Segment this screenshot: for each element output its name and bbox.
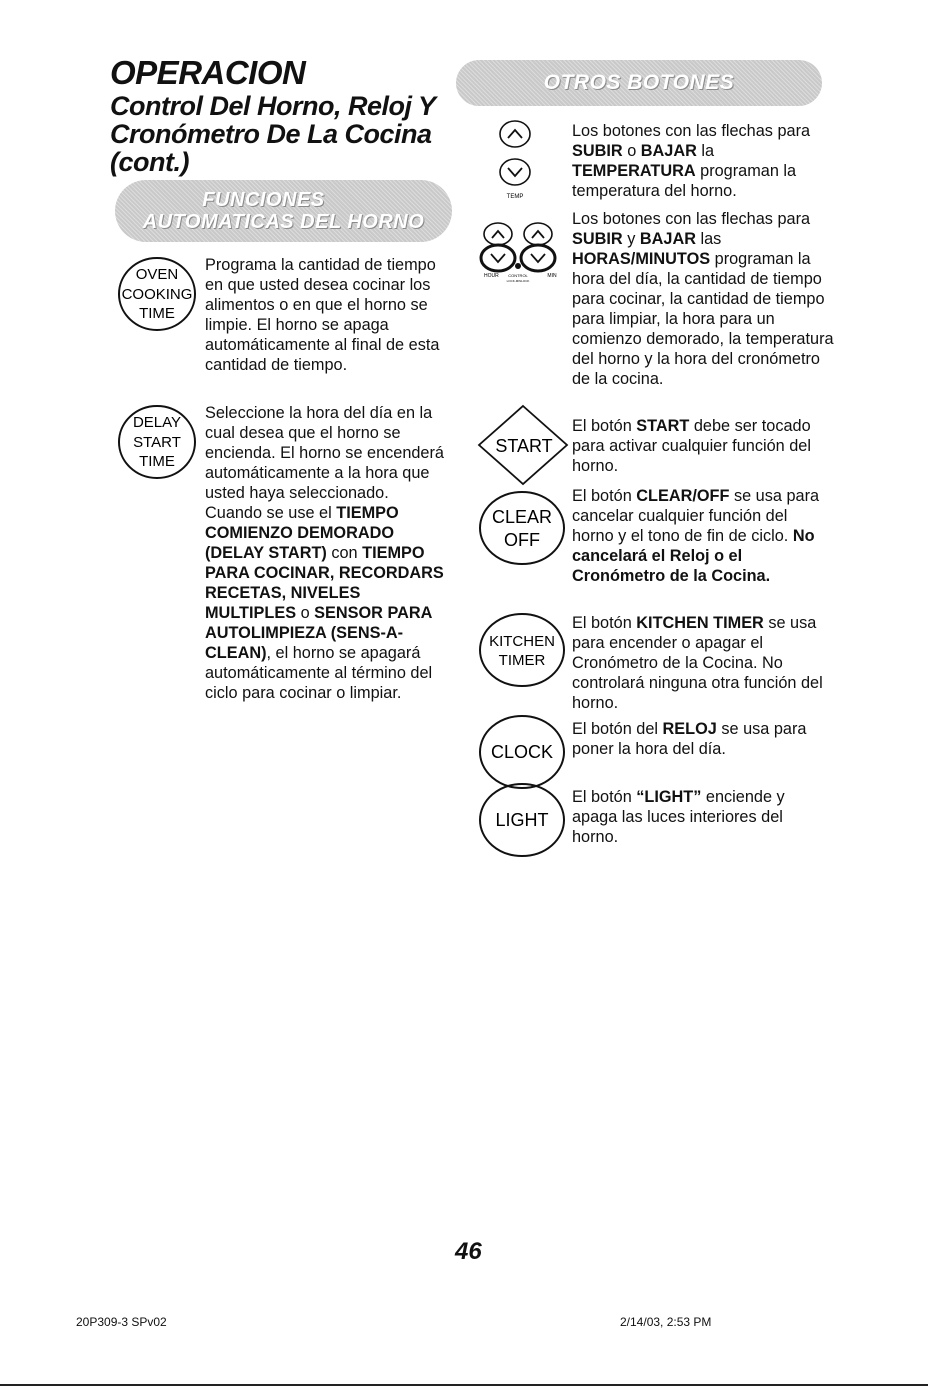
hour-min-buttons [476,212,568,290]
text-part: enciende y apaga las luces interiores del horno. [572,788,785,846]
text-part: El botón [572,788,637,806]
icon-text-cooking: COOKING [121,286,193,303]
text-part: o [622,142,641,160]
icon-text-delay: DELAY [132,414,182,431]
start-button[interactable] [476,404,570,486]
clear-icon-text: CLEAR [491,507,553,527]
text-part: las [695,230,722,248]
text-bold: CLEAR/OFF [636,487,730,505]
text-part: se usa para cancelar cualquier función del horno y el tono de fin de ciclo. [572,487,820,545]
delay-start-description [205,403,445,703]
text-part: Los botones con las flechas para [572,210,811,228]
page-title: OPERACION [110,54,306,91]
clock-icon-text: CLOCK [490,742,554,762]
temp-buttons [487,116,553,212]
text-part: se usa para poner la hora del día. [572,720,807,758]
text-bold: START [636,417,690,435]
section-subtitle [110,92,450,176]
text-bold: KITCHEN TIMER [636,614,764,632]
temp-arrows-icon [487,116,553,212]
text-bold: TIEMPO PARA COCINAR, RECORDARS RECETAS, NIVELES MULTIPLES [205,544,444,622]
lock-label: LOCK-MINLOCK [506,279,530,283]
text-part: Los botones con las flechas para [572,122,811,140]
text-bold: RELOJ [662,720,717,738]
kitchen-timer-description [572,613,834,713]
icon-text-start: START [133,434,181,451]
icon-text-oven: OVEN [135,266,179,283]
temp-down-button[interactable] [500,159,530,185]
text-part: con [326,544,363,562]
text-bold: “LIGHT” [636,788,702,806]
light-button[interactable] [476,780,568,860]
icon-text-time: TIME [139,453,175,470]
text-bold: No cancelará el Reloj o el Cronómetro de la Cocina. [572,527,815,585]
banner-line-2: AUTOMATICAS DEL HORNO [142,211,425,233]
clock-description [572,719,832,759]
text-bold: TIEMPO COMIENZO DEMORADO (DELAY START) [205,504,399,562]
temp-label: TEMP [506,194,524,200]
text-bold: SENSOR PARA AUTOLIMPIEZA (SENS-A-CLEAN) [205,604,432,662]
section-banner-funciones [115,180,452,242]
hour-label: HOUR [484,273,499,279]
text-bold: BAJAR [640,142,697,160]
start-icon [476,404,570,486]
text-bold: TEMPERATURA [572,162,696,180]
page-number: 46 [455,1238,482,1265]
subtitle-line-1: Control Del Horno, Reloj Y [110,91,436,121]
light-icon [476,780,568,860]
light-icon-text: LIGHT [495,810,549,830]
start-icon-text: START [495,436,553,456]
hour-down-button[interactable] [481,245,515,271]
lock-dot-icon [515,263,521,269]
footer-file-id: 20P309-3 SPv02 [76,1315,167,1329]
text-bold: SUBIR [572,142,623,160]
timer-icon-text: TIMER [498,652,546,669]
text-part: El botón [572,487,637,505]
kitchen-timer-button[interactable] [476,610,568,690]
text-bold: SUBIR [572,230,623,248]
min-up-button[interactable] [524,223,552,245]
icon-text-time: TIME [139,305,175,322]
oven-cooking-time-icon [115,252,199,336]
text-part: El botón del [572,720,663,738]
text-bold: HORAS/MINUTOS [572,250,711,268]
subtitle-line-2: Cronómetro De La Cocina [110,119,432,149]
min-down-button[interactable] [521,245,555,271]
text-part: y [622,230,640,248]
hour-min-description [572,209,834,389]
text-bold: BAJAR [639,230,696,248]
off-icon-text: OFF [504,530,540,550]
clear-off-button[interactable] [476,488,568,568]
control-label: CONTROL [508,273,528,278]
section-banner-otros-botones: OTROS BOTONES [456,60,822,106]
subtitle-line-3: (cont.) [110,147,189,177]
text-part: El botón [572,417,637,435]
text-part: , el horno se apagará automáticamente al término del ciclo para cocinar o limpiar. [205,644,433,702]
clear-off-description [572,486,832,586]
text-part: debe ser tocado para activar cualquier función del horno. [572,417,811,475]
text-part: El botón [572,614,637,632]
footer-timestamp: 2/14/03, 2:53 PM [620,1315,712,1329]
hour-up-button[interactable] [484,223,512,245]
text-part: se usa para encender o apagar el Cronómetro de la Cocina. No controlará ninguna otra función del horno. [572,614,823,712]
text-part: la [696,142,715,160]
text-part: programan la temperatura del horno. [572,162,797,200]
text-part: o [296,604,315,622]
hour-min-arrows-icon [476,212,568,290]
text-part: Seleccione la hora del día en la cual desea que el horno se encienda. El horno se encenderá automáticamente a la hora que usted haya seleccionado. Cuando se use el [205,404,444,522]
start-description [572,416,832,476]
kitchen-timer-icon [476,610,568,690]
oven-cooking-time-description: Programa la cantidad de tiempo en que usted desea cocinar los alimentos o en que el horno se limpie. El horno se apaga automáticamente al final de esta cantidad de tiempo. [205,256,440,374]
bottom-divider [0,1384,928,1386]
oven-cooking-time-button[interactable] [115,252,199,336]
min-label: MIN [547,273,557,279]
delay-start-time-button[interactable] [115,400,199,484]
temp-up-button[interactable] [500,121,530,147]
banner-line-1: FUNCIONES [202,189,325,211]
delay-start-time-icon [115,400,199,484]
clear-off-icon [476,488,568,568]
temp-description [572,121,832,201]
light-description [572,787,832,847]
text-part: programan la hora del día, la cantidad de tiempo para cocinar, la cantidad de tiempo para limpiar, la hora para un comienzo demorado, la temperatura del horno y la hora del cronómetro de la cocina. [572,250,834,388]
kitchen-icon-text: KITCHEN [489,633,555,650]
